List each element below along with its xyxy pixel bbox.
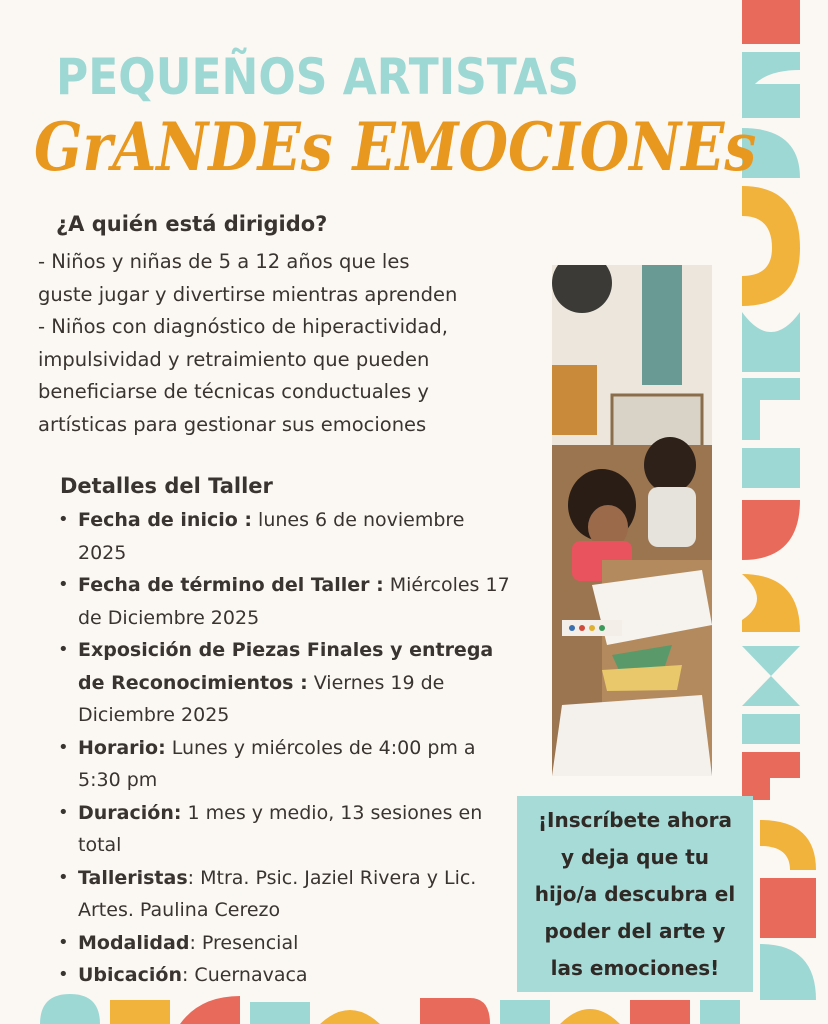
details-list (56, 504, 518, 992)
audience-text (38, 246, 538, 441)
audience-line: - Niños con diagnóstico de hiperactividad, (38, 315, 448, 338)
detail-item-instructors: • Talleristas: Mtra. Psic. Jaziel Rivera y Lic. Artes. Paulina Cerezo (56, 862, 518, 927)
audience-heading: ¿A quién está dirigido? (56, 212, 328, 236)
detail-item-end-date: • Fecha de término del Taller : Miércoles 17 de Diciembre 2025 (56, 569, 518, 634)
detail-item-modality: • Modalidad: Presencial (56, 927, 518, 960)
audience-line: impulsividad y retraimiento que pueden (38, 347, 430, 371)
detail-item-duration: • Duración: 1 mes y medio, 13 sesiones en total (56, 797, 518, 862)
detail-item-schedule: • Horario: Lunes y miércoles de 4:00 pm a 5:30 pm (56, 732, 518, 797)
audience-line: artísticas para gestionar sus emociones (38, 412, 427, 436)
details-heading: Detalles del Taller (60, 474, 273, 498)
call-to-action-box (517, 796, 753, 992)
audience-line: beneficiarse de técnicas conductuales y (38, 380, 429, 403)
children-painting-photo (552, 265, 712, 776)
audience-line: guste jugar y divertirse mientras aprenden (38, 282, 458, 306)
detail-item-start-date: • Fecha de inicio : lunes 6 de noviembre 2025 (56, 504, 518, 569)
detail-item-location: • Ubicación: Cuernavaca (56, 959, 518, 992)
detail-item-exhibition: • Exposición de Piezas Finales y entrega de Reconocimientos : Viernes 19 de Diciembre 2025 (56, 634, 518, 732)
audience-line: - Niños y niñas de 5 a 12 años que les (38, 250, 410, 273)
title-line-1: PEQUEÑOS ARTISTAS (56, 48, 580, 106)
title-line-2: GrANDEs EMOCIONEs (34, 108, 757, 186)
call-to-action-text: ¡Inscríbete ahora y deja que tu hijo/a descubra el poder del arte y las emociones! (534, 807, 736, 980)
